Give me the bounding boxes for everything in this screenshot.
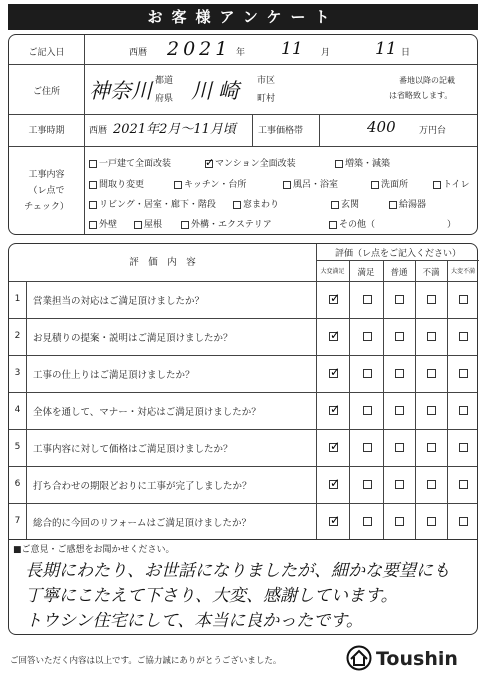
rating-checkbox[interactable] (427, 369, 436, 378)
comment-line-3: トウシン住宅にして、本当に良かったです。 (25, 611, 363, 631)
rating-checkbox[interactable] (395, 406, 404, 415)
content-option[interactable]: 増築・減築 (335, 156, 390, 169)
checkbox-icon[interactable] (331, 201, 339, 209)
date-month: 11 (281, 39, 303, 59)
checkbox-icon[interactable] (89, 201, 97, 209)
question-text: お見積りの提案・説明はご満足頂けましたか？ (33, 333, 233, 344)
question-text: 工事内容に対して価格はご満足頂けましたか？ (33, 444, 233, 455)
rating-checkbox[interactable] (329, 332, 338, 341)
checkbox-icon[interactable] (233, 201, 241, 209)
date-era: 西暦 (129, 48, 148, 58)
city-unit-bottom: 町村 (257, 94, 276, 104)
content-option[interactable]: 屋根 (134, 217, 162, 230)
rating-checkbox[interactable] (459, 332, 468, 341)
content-label-2: （レ点で (28, 186, 65, 196)
date-label: ご記入日 (28, 48, 65, 58)
content-option[interactable]: 風呂・浴室 (283, 177, 338, 190)
rating-checkbox[interactable] (459, 295, 468, 304)
period-label: 工事時期 (28, 126, 65, 136)
checkbox-icon[interactable] (89, 181, 97, 189)
comment-line-2: 丁寧にこたえて下さり、大変、感謝しています。 (25, 586, 398, 606)
rating-checkbox[interactable] (427, 517, 436, 526)
rating-checkbox[interactable] (329, 406, 338, 415)
comment-line-1: 長期にわたり、お世話になりましたが、細かな要望にも (25, 561, 450, 581)
rating-checkbox[interactable] (427, 332, 436, 341)
rating-checkbox[interactable] (459, 443, 468, 452)
rating-checkbox[interactable] (329, 480, 338, 489)
question-text: 全体を通して、マナー・対応はご満足頂けましたか？ (33, 407, 261, 418)
rating-checkbox[interactable] (395, 517, 404, 526)
rating-checkbox[interactable] (363, 480, 372, 489)
rating-checkbox[interactable] (459, 517, 468, 526)
rating-checkbox[interactable] (427, 406, 436, 415)
period-value: 2021年2月〜11月頃 (113, 122, 236, 137)
rating-checkbox[interactable] (329, 443, 338, 452)
city-unit-top: 市区 (257, 76, 276, 86)
content-option[interactable]: その他（ ） (329, 217, 456, 230)
rating-checkbox[interactable] (329, 295, 338, 304)
question-text: 打ち合わせの期限どおりに工事が完了しましたか？ (33, 481, 252, 492)
rating-checkbox[interactable] (363, 332, 372, 341)
question-text: 営業担当の対応はご満足頂けましたか？ (33, 296, 205, 307)
evaluation-table: 評 価 内 容 評価（レ点をご記入ください） 大変満足 満足 普通 不満 大変不満 1 営業担当の対応はご満足頂けましたか？ 2 お見積りの提案・説明はご満足頂けましたか？ 3 工事の仕上りはご満足頂けましたか？ 4 全体を通して、マナー・対応はご満足頂けましたか？ 5 工事内容に対して価格はご満足頂けましたか？ 6 打ち合わせの期限どおりに工事が完了しましたか？ 7 総合的に今回のリフォームはご満足頂けましたか？ ✓ ✓ ✓ ✓ ✓ ✓ ✓ (8, 243, 478, 540)
rating-checkbox[interactable] (363, 369, 372, 378)
content-option[interactable]: リビング・居室・廊下・階段 (89, 197, 216, 210)
question-text: 総合的に今回のリフォームはご満足頂けましたか？ (33, 518, 252, 529)
rating-checkbox[interactable] (395, 369, 404, 378)
toushin-logo (345, 645, 373, 675)
address-note-1: 番地以降の記載 (399, 76, 455, 85)
column-normal: 普通 (390, 268, 408, 278)
date-year-unit: 年 (236, 48, 246, 58)
rating-header: 評価（レ点をご記入ください） (334, 249, 461, 259)
checkbox-icon[interactable] (283, 181, 291, 189)
content-option[interactable]: 窓まわり (233, 197, 279, 210)
column-dissatisfied: 不満 (422, 268, 440, 278)
rating-checkbox[interactable] (395, 443, 404, 452)
comment-box (8, 540, 478, 635)
content-label-3: チェック） (24, 202, 69, 212)
rating-checkbox[interactable] (459, 406, 468, 415)
checkbox-icon[interactable] (433, 181, 441, 189)
column-satisfied: 満足 (357, 268, 375, 278)
date-year: 2021 (167, 38, 232, 60)
date-day-unit: 日 (401, 48, 411, 58)
checkbox-icon[interactable] (89, 160, 97, 168)
checkbox-icon[interactable] (174, 181, 182, 189)
customer-info-table (8, 34, 478, 235)
checkbox-checked-icon[interactable] (205, 160, 213, 168)
date-month-unit: 月 (321, 48, 331, 58)
price-label: 工事価格帯 (258, 126, 304, 136)
content-option[interactable]: 給湯器 (389, 197, 426, 210)
column-very-satisfied: 大変満足 (320, 268, 345, 275)
footer-text: ご回答いただく内容は以上です。ご協力誠にありがとうございました。 (10, 656, 282, 666)
content-label-1: 工事内容 (28, 170, 65, 180)
price-unit: 万円台 (419, 126, 447, 136)
rating-checkbox[interactable] (427, 480, 436, 489)
rating-checkbox[interactable] (459, 369, 468, 378)
price-value: 400 (367, 118, 396, 136)
address-prefecture: 神奈川 (89, 79, 152, 103)
rating-checkbox[interactable] (329, 517, 338, 526)
address-label: ご住所 (32, 87, 60, 97)
brand-name: Toushin (376, 648, 458, 670)
content-option[interactable]: トイレ (433, 177, 470, 190)
address-city: 川崎 (191, 79, 245, 103)
rating-checkbox[interactable] (329, 369, 338, 378)
rating-checkbox[interactable] (459, 480, 468, 489)
checkbox-icon[interactable] (335, 160, 343, 168)
rating-checkbox[interactable] (363, 517, 372, 526)
period-era: 西暦 (89, 126, 108, 136)
pref-unit-bottom: 府県 (155, 94, 174, 104)
checkbox-icon[interactable] (134, 221, 142, 229)
survey-title: お客様アンケート (8, 4, 478, 30)
comment-label: ■ご意見・ご感想をお聞かせください。 (13, 545, 175, 555)
content-option[interactable]: ✓ マンション全面改装 (205, 156, 296, 169)
rating-checkbox[interactable] (395, 480, 404, 489)
evaluation-header: 評 価 内 容 (129, 257, 196, 268)
column-very-dissatisfied: 大変不満 (450, 268, 475, 275)
checkbox-icon[interactable] (89, 221, 97, 229)
content-option[interactable]: 外壁 (89, 217, 117, 230)
rating-checkbox[interactable] (427, 295, 436, 304)
content-option[interactable]: 玄関 (331, 197, 359, 210)
rating-checkbox[interactable] (363, 295, 372, 304)
rating-checkbox[interactable] (363, 406, 372, 415)
rating-checkbox[interactable] (395, 295, 404, 304)
content-option[interactable]: 外構・エクステリア (181, 217, 272, 230)
checkbox-icon[interactable] (371, 181, 379, 189)
question-text: 工事の仕上りはご満足頂けましたか？ (33, 370, 195, 381)
checkbox-icon[interactable] (329, 221, 337, 229)
content-option[interactable]: 洗面所 (371, 177, 408, 190)
rating-checkbox[interactable] (427, 443, 436, 452)
rating-checkbox[interactable] (363, 443, 372, 452)
checkbox-icon[interactable] (389, 201, 397, 209)
house-logo-icon (345, 645, 373, 671)
content-option[interactable]: 一戸建て全面改装 (89, 156, 171, 169)
checkbox-icon[interactable] (181, 221, 189, 229)
rating-checkbox[interactable] (395, 332, 404, 341)
pref-unit-top: 都道 (155, 76, 174, 86)
content-option[interactable]: キッチン・台所 (174, 177, 246, 190)
content-option[interactable]: 間取り変更 (89, 177, 144, 190)
date-day: 11 (375, 39, 397, 59)
address-note-2: は省略致します。 (389, 91, 453, 100)
